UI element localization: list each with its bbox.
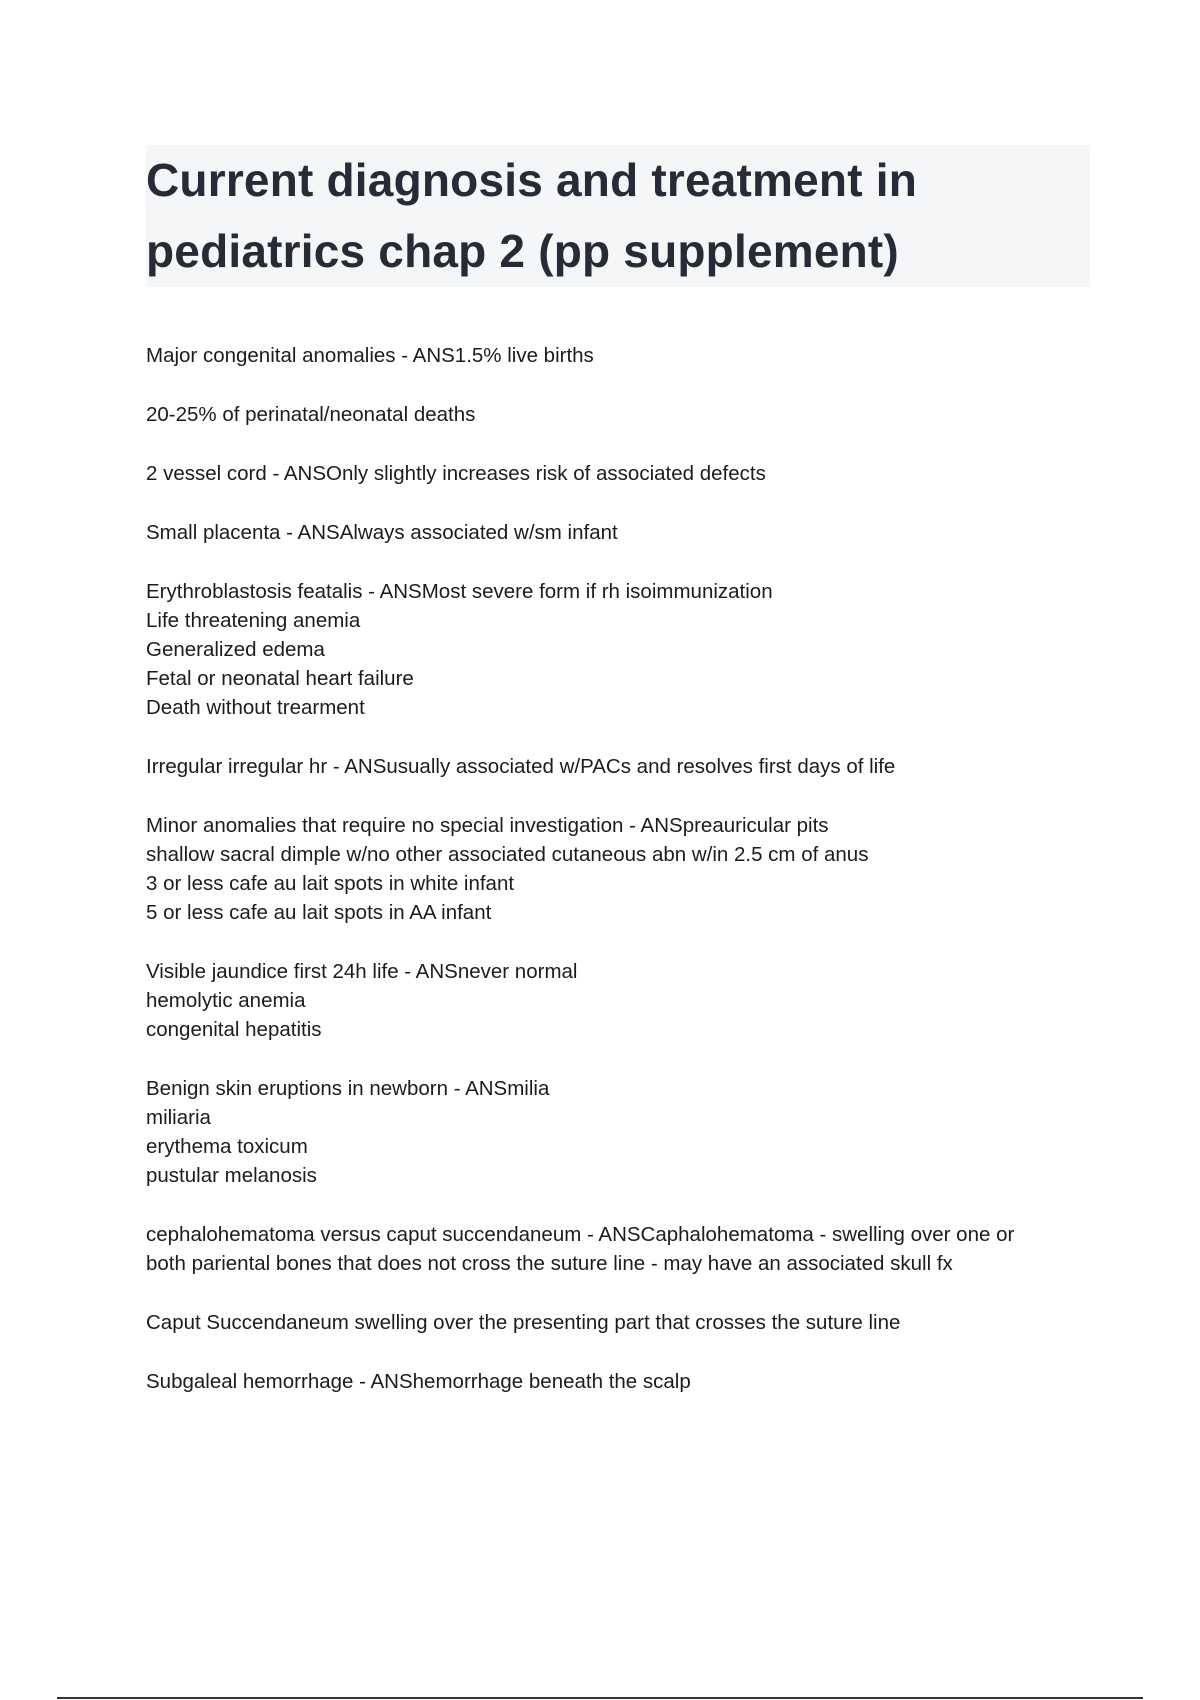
entry-line: erythema toxicum (146, 1135, 308, 1158)
entry-line: Caput Succendaneum swelling over the presenting part that crosses the suture line (146, 1311, 901, 1334)
flashcard-entry (146, 1367, 1106, 1396)
entry-line: Life threatening anemia (146, 609, 361, 632)
entry-line: Major congenital anomalies - ANS1.5% live births (146, 344, 594, 367)
entry-line: Irregular irregular hr - ANSusually associated w/PACs and resolves first days of life (146, 755, 896, 778)
footer-divider (57, 1697, 1143, 1699)
flashcard-entry (146, 1074, 1106, 1190)
flashcard-entry (146, 752, 1106, 781)
entry-line: Small placenta - ANSAlways associated w/sm infant (146, 521, 618, 544)
entry-line: Erythroblastosis featalis - ANSMost severe form if rh isoimmunization (146, 580, 773, 603)
entry-line: Death without trearment (146, 696, 365, 719)
title-banner (146, 145, 1090, 287)
flashcard-entry (146, 518, 1106, 547)
flashcard-entry (146, 459, 1106, 488)
entry-line: shallow sacral dimple w/no other associated cutaneous abn w/in 2.5 cm of anus (146, 843, 869, 866)
flashcard-entry (146, 811, 1106, 927)
flashcard-entry (146, 577, 1106, 722)
flashcard-list (146, 341, 1106, 1426)
entry-line: 3 or less cafe au lait spots in white infant (146, 872, 515, 895)
flashcard-entry (146, 1220, 1106, 1278)
entry-line: Generalized edema (146, 638, 325, 661)
entry-line: 2 vessel cord - ANSOnly slightly increases risk of associated defects (146, 462, 766, 485)
document-title-line: pediatrics chap 2 (pp supplement) (146, 225, 899, 277)
flashcard-entry (146, 341, 1106, 370)
entry-line: both pariental bones that does not cross the suture line - may have an associated skull fx (146, 1252, 953, 1275)
entry-line: Subgaleal hemorrhage - ANShemorrhage beneath the scalp (146, 1370, 691, 1393)
flashcard-entry (146, 400, 1106, 429)
entry-line: Visible jaundice first 24h life - ANSnever normal (146, 960, 578, 983)
document-title-line: Current diagnosis and treatment in (146, 154, 918, 206)
flashcard-entry (146, 957, 1106, 1044)
entry-line: Fetal or neonatal heart failure (146, 667, 414, 690)
entry-line: 20-25% of perinatal/neonatal deaths (146, 403, 476, 426)
entry-line: miliaria (146, 1106, 211, 1129)
entry-line: pustular melanosis (146, 1164, 317, 1187)
flashcard-entry (146, 1308, 1106, 1337)
entry-line: Minor anomalies that require no special investigation - ANSpreauricular pits (146, 814, 829, 837)
entry-line: cephalohematoma versus caput succendaneum - ANSCaphalohematoma - swelling over one or (146, 1223, 1015, 1246)
entry-line: hemolytic anemia (146, 989, 306, 1012)
document-title (146, 145, 1090, 287)
entry-line: congenital hepatitis (146, 1018, 322, 1041)
entry-line: Benign skin eruptions in newborn - ANSmilia (146, 1077, 550, 1100)
entry-line: 5 or less cafe au lait spots in AA infant (146, 901, 492, 924)
